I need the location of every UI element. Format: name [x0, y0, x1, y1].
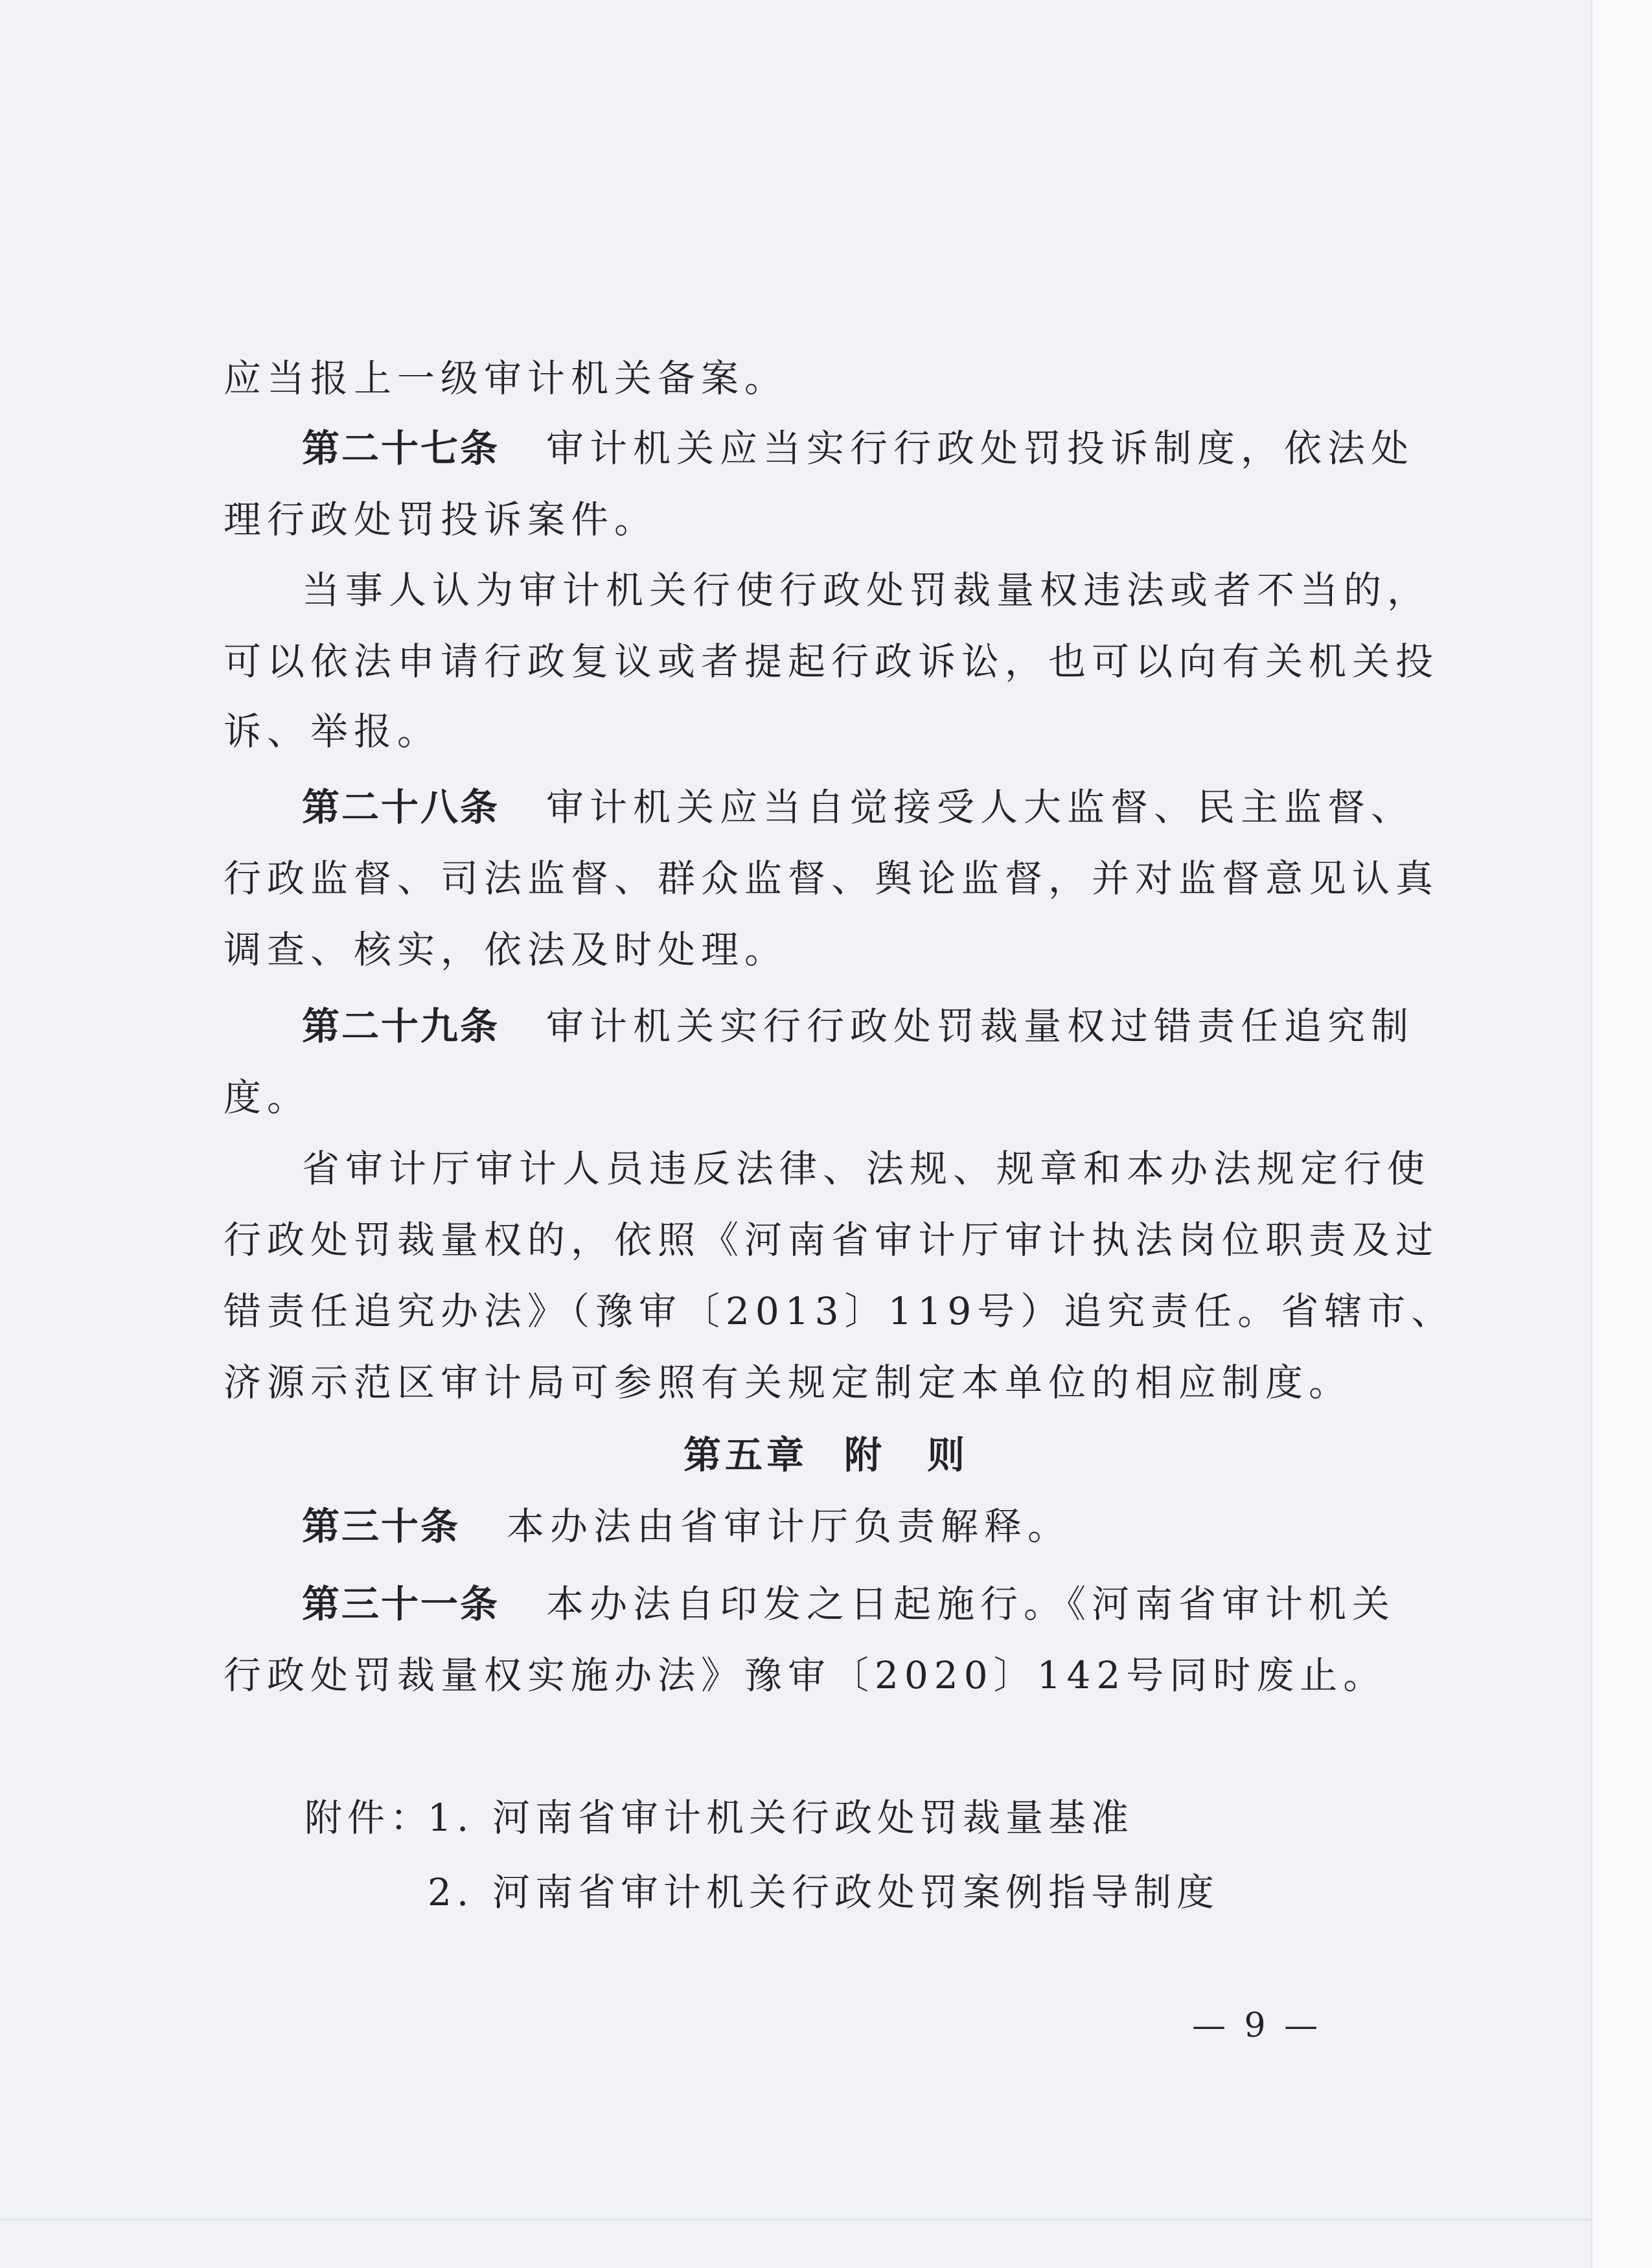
text-line: 理行政处罚投诉案件。	[224, 498, 658, 542]
article-text: 本办法由省审计厅负责解释。	[507, 1504, 1072, 1548]
scan-page-edge	[1591, 0, 1652, 2268]
attachment-number: 2.	[428, 1870, 474, 1914]
article-label: 第二十七条	[302, 426, 500, 470]
text-line: 应当报上一级审计机关备案。	[224, 356, 788, 400]
article-label: 第二十八条	[302, 785, 500, 829]
article-text: 审计机关应当自觉接受人大监督、民主监督、	[546, 785, 1415, 829]
text-line: 行政处罚裁量权的，依照《河南省审计厅审计执法岗位职责及过	[224, 1218, 1440, 1262]
text-line: 度。	[224, 1075, 311, 1119]
page-number: — 9 —	[1192, 2006, 1322, 2045]
text-line: 当事人认为审计机关行使行政处罚裁量权违法或者不当的，	[302, 568, 1431, 612]
text-line: 错责任追究办法》（豫审〔2013〕119号）追究责任。省辖市、	[224, 1289, 1455, 1333]
article-27	[302, 425, 1414, 472]
attachment-number: 1.	[428, 1796, 474, 1840]
text-line: 可以依法申请行政复议或者提起行政诉讼，也可以向有关机关投	[224, 639, 1440, 683]
article-text: 本办法自印发之日起施行。《河南省审计机关	[546, 1582, 1396, 1626]
text-line: 行政监督、司法监督、群众监督、舆论监督，并对监督意见认真	[224, 856, 1440, 900]
chapter-title: 附 则	[844, 1433, 969, 1477]
article-text: 审计机关应当实行行政处罚投诉制度，依法处	[546, 426, 1415, 470]
text-line: 诉、举报。	[224, 709, 441, 753]
text-line: 调查、核实，依法及时处理。	[224, 928, 788, 972]
scan-border-line	[0, 2219, 1592, 2221]
attachment-title: 河南省审计机关行政处罚裁量基准	[492, 1796, 1134, 1840]
chapter-number: 第五章	[683, 1433, 808, 1477]
article-30	[302, 1503, 1071, 1550]
chapter-heading	[0, 1432, 1652, 1478]
article-text: 审计机关实行行政处罚裁量权过错责任追究制	[546, 1004, 1415, 1048]
attachment-item-2	[428, 1869, 1219, 1916]
article-label: 第三十一条	[302, 1582, 500, 1626]
text-line: 省审计厅审计人员违反法律、法规、规章和本办法规定行使	[302, 1147, 1431, 1191]
article-29	[302, 1003, 1414, 1049]
article-label: 第三十条	[302, 1504, 461, 1548]
article-label: 第二十九条	[302, 1004, 500, 1048]
article-31	[302, 1581, 1395, 1627]
attachment-title: 河南省审计机关行政处罚案例指导制度	[492, 1870, 1220, 1914]
article-28	[302, 784, 1414, 830]
attachments-label: 附件：	[304, 1796, 433, 1840]
text-line: 行政处罚裁量权实施办法》豫审〔2020〕142号同时废止。	[224, 1653, 1387, 1697]
text-line: 济源示范区审计局可参照有关规定制定本单位的相应制度。	[224, 1360, 1353, 1404]
attachment-item-1	[428, 1794, 1134, 1841]
